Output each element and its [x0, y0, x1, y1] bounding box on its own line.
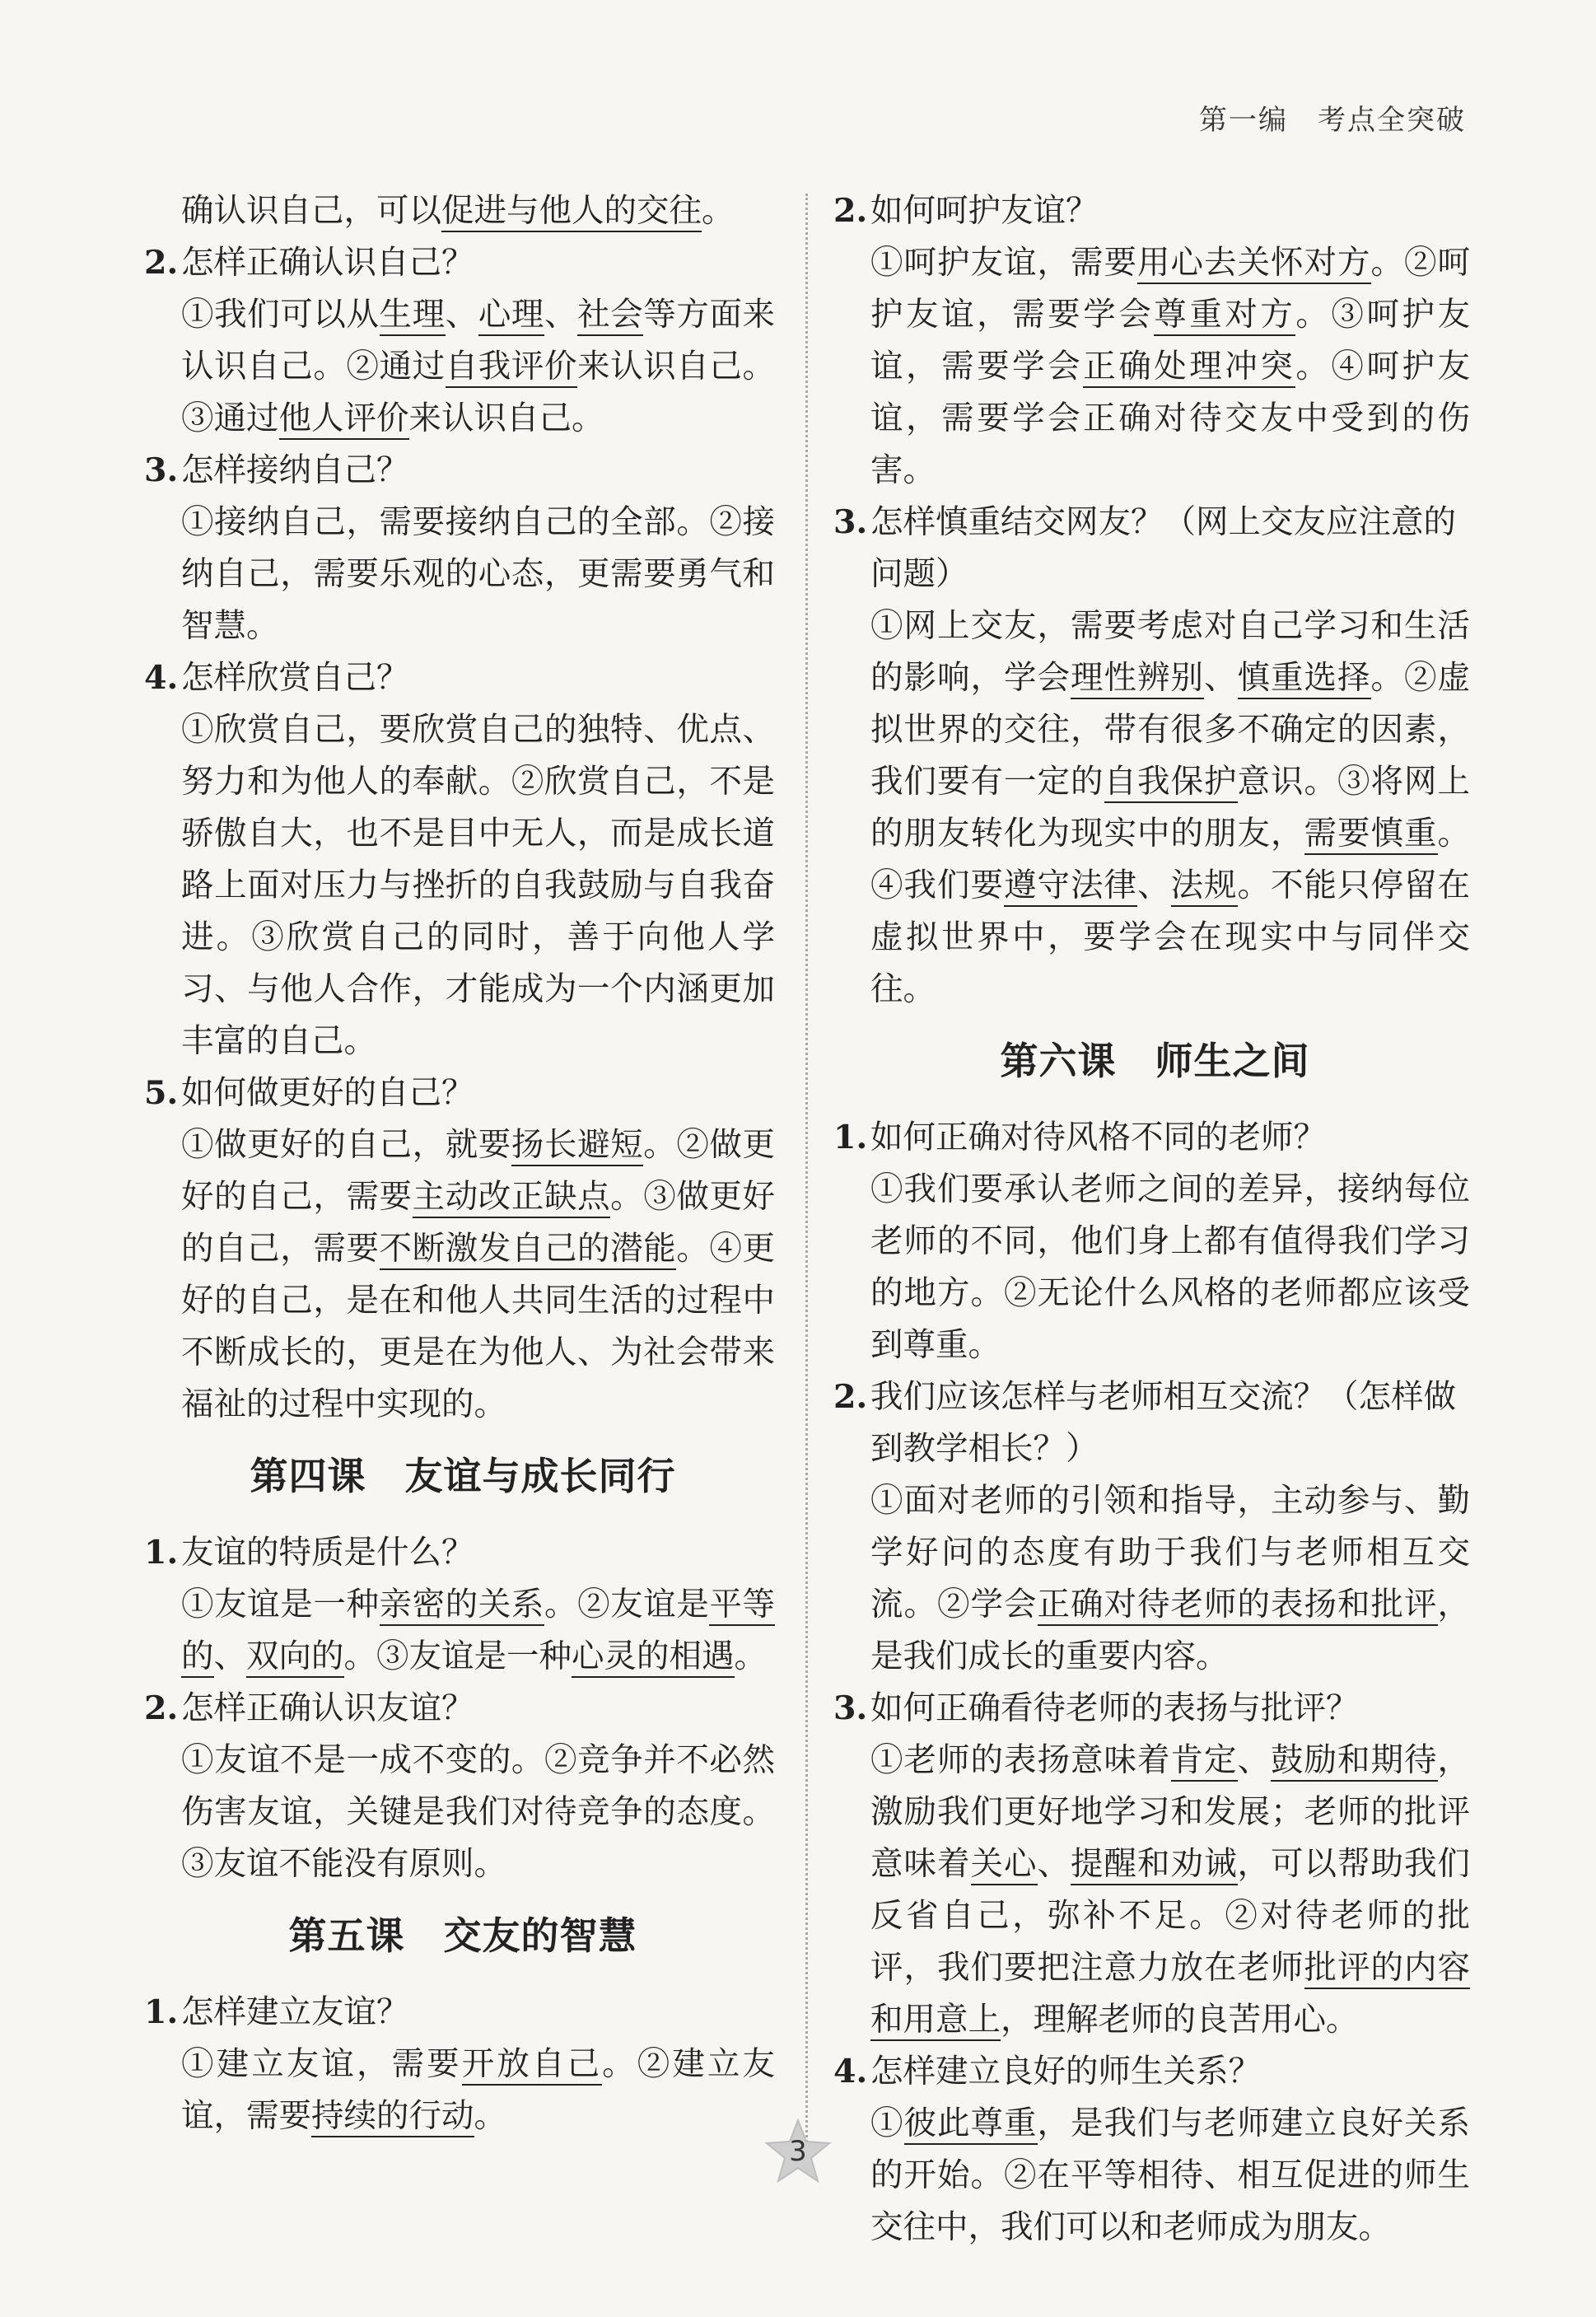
question-number: 2.	[144, 244, 179, 282]
answer-text: ①	[870, 2104, 904, 2142]
answer-text: ①呵护友谊，需要	[870, 244, 1137, 282]
question-title: 怎样欣赏自己？	[181, 659, 409, 697]
answer-text: 来认识自己。	[408, 399, 604, 437]
question-number: 2.	[833, 1378, 868, 1416]
question-heading	[144, 237, 775, 289]
key-phrase: 正确处理冲突	[1083, 348, 1295, 388]
lesson-title: 第五课 交友的智慧	[288, 1913, 637, 1958]
key-phrase: 法规	[1171, 867, 1238, 907]
question-number: 3.	[833, 1689, 868, 1727]
answer-text: ，是我们成长的重要内容。	[870, 1586, 1470, 1675]
key-phrase: 自我评价	[446, 348, 577, 388]
question-heading	[144, 445, 775, 497]
answer-text: 。	[702, 192, 735, 230]
question-heading	[144, 1987, 775, 2039]
answer-text: 、	[1137, 867, 1171, 904]
lesson-title: 第四课 友谊与成长同行	[250, 1454, 676, 1498]
question-heading	[833, 497, 1470, 600]
key-phrase: 他人评价	[279, 399, 409, 440]
question-title: 我们应该怎样与老师相互交流？（怎样做到教学相长？）	[870, 1378, 1456, 1468]
question-number: 2.	[833, 192, 868, 230]
running-header: 第一编 考点全突破	[1199, 104, 1466, 137]
answer-text: 。③呵护友谊，需要学会	[870, 296, 1470, 385]
question-number: 3.	[144, 451, 179, 489]
key-phrase: 扬长避短	[511, 1126, 643, 1166]
question-number: 1.	[833, 1119, 868, 1156]
answer-text: 。②呵护友谊，需要学会	[870, 244, 1470, 334]
question-heading	[833, 1371, 1470, 1475]
answer-text: 来认识自己。③通过	[181, 348, 776, 437]
answer-text: 、	[544, 296, 578, 334]
answer-text: 、	[1204, 659, 1238, 697]
question-heading	[144, 1683, 775, 1735]
question-heading	[833, 1112, 1470, 1164]
key-phrase: 慎重选择	[1238, 659, 1371, 699]
key-phrase: 尊重对方	[1154, 296, 1295, 336]
lesson-title: 第六课 师生之间	[1000, 1039, 1310, 1083]
continued-answer	[151, 185, 775, 237]
answer-paragraph	[840, 1735, 1470, 2046]
key-phrase: 生理	[380, 296, 446, 336]
column-divider	[805, 194, 808, 2162]
answer-text: 。②虚拟世界的交往，带有很多不确定的因素，我们要有一定的	[870, 659, 1470, 801]
question-title: 怎样建立良好的师生关系？	[870, 2053, 1261, 2090]
answer-text: ，可以帮助我们反省自己，弥补不足。②对待老师的批评，我们要把注意力放在老师	[870, 1845, 1470, 1987]
question-number: 4.	[833, 2053, 868, 2090]
right-column	[833, 185, 1470, 2254]
answer-text: ，激励我们更好地学习和发展；老师的批评意味着	[870, 1741, 1470, 1883]
question-title: 如何正确看待老师的表扬与批评？	[870, 1689, 1359, 1727]
page-number-badge	[764, 2118, 832, 2184]
question-number: 2.	[144, 1689, 179, 1727]
key-phrase: 理性辨别	[1071, 659, 1204, 699]
key-phrase: 鼓励和期待	[1271, 1741, 1438, 1782]
key-phrase: 遵守法律	[1004, 867, 1137, 907]
key-phrase: 肯定	[1171, 1741, 1238, 1782]
question-number: 1.	[144, 1993, 179, 2031]
answer-paragraph	[151, 1119, 775, 1431]
key-phrase: 自我保护	[1104, 763, 1238, 803]
question-title: 怎样慎重结交网友？（网上交友应注意的问题）	[870, 503, 1456, 593]
question-title: 如何呵护友谊？	[870, 192, 1099, 230]
answer-paragraph	[840, 2098, 1470, 2254]
question-number: 1.	[144, 1534, 179, 1572]
key-phrase: 双向的	[246, 1637, 344, 1678]
answer-paragraph	[840, 1475, 1470, 1683]
answer-text: 、	[1037, 1845, 1071, 1883]
page-number: 3	[789, 2135, 807, 2168]
answer-paragraph: ①欣赏自己，要欣赏自己的独特、优点、努力和为他人的奉献。②欣赏自己，不是骄傲自大，也不是目中无人，而是成长道路上面对压力与挫折的自我鼓励与自我奋进。③欣赏自己的同时，善于向他人学习、与他人合作，才能成为一个内涵更加丰富的自己。	[181, 711, 775, 1060]
answer-text: 。②做更好的自己，需要	[181, 1126, 776, 1216]
key-phrase: 需要慎重	[1304, 815, 1438, 855]
answer-paragraph	[840, 600, 1470, 1016]
answer-text: 、	[445, 296, 478, 334]
answer-paragraph: ①接纳自己，需要接纳自己的全部。②接纳自己，需要乐观的心态，更需要勇气和智慧。	[181, 503, 775, 645]
key-phrase: 批评的内容和用意上	[870, 1949, 1470, 2041]
answer-text: ①我们可以从	[181, 296, 380, 334]
answer-paragraph: ①我们要承认老师之间的差异，接纳每位老师的不同，他们身上都有值得我们学习的地方。②无论什么风格的老师都应该受到尊重。	[870, 1170, 1470, 1364]
answer-text: ①做更好的自己，就要	[181, 1126, 511, 1164]
key-phrase: 促进与他人的交往	[441, 192, 702, 232]
question-title: 友谊的特质是什么？	[181, 1534, 474, 1572]
answer-paragraph	[840, 237, 1470, 497]
question-heading	[833, 185, 1470, 237]
answer-text: ，是我们与老师建立良好关系的开始。②在平等相待、相互促进的师生交往中，我们可以和老师成为朋友。	[870, 2104, 1470, 2246]
answer-text: 。②建立友谊，需要	[181, 2045, 775, 2135]
answer-text: 。③友谊是一种	[343, 1637, 572, 1675]
key-phrase: 不断激发自己的潜能	[380, 1230, 677, 1270]
question-title: 如何正确对待风格不同的老师？	[870, 1119, 1326, 1156]
left-column	[144, 185, 776, 2142]
key-phrase: 平等的	[181, 1586, 775, 1678]
key-phrase: 关心	[971, 1845, 1038, 1885]
question-title: 怎样正确认识友谊？	[181, 1689, 474, 1727]
key-phrase: 提醒和劝诫	[1071, 1845, 1238, 1885]
answer-text: 、	[213, 1637, 246, 1675]
answer-text: ①友谊是一种	[181, 1586, 380, 1623]
key-phrase: 心灵的相遇	[572, 1637, 735, 1678]
key-phrase: 开放自己	[462, 2045, 602, 2086]
answer-text: 。	[474, 2097, 506, 2135]
key-phrase: 主动改正缺点	[413, 1178, 611, 1218]
answer-text: 。④我们要	[870, 815, 1470, 904]
answer-text: ①建立友谊，需要	[181, 2045, 462, 2083]
key-phrase: 持续的行动	[311, 2097, 474, 2137]
key-phrase: 社会	[577, 296, 643, 336]
question-heading	[144, 1067, 775, 1119]
answer-paragraph	[151, 289, 775, 445]
question-heading	[833, 1683, 1470, 1735]
answer-text: ①老师的表扬意味着	[870, 1741, 1171, 1779]
question-title: 如何做更好的自己？	[181, 1074, 474, 1112]
answer-text: 。	[734, 1637, 767, 1675]
answer-text: ①网上交友，需要考虑对自己学习和生活的影响，学会	[870, 607, 1470, 697]
question-number: 5.	[144, 1074, 179, 1112]
answer-paragraph: ①友谊不是一成不变的。②竞争并不必然伤害友谊，关键是我们对待竞争的态度。③友谊不能没有原则。	[181, 1741, 775, 1883]
answer-text: 、	[1237, 1741, 1271, 1779]
question-heading	[833, 2046, 1470, 2098]
question-title: 怎样建立友谊？	[181, 1993, 409, 2031]
question-number: 3.	[833, 503, 868, 541]
key-phrase: 亲密的关系	[380, 1586, 544, 1626]
key-phrase: 彼此尊重	[904, 2104, 1038, 2145]
answer-paragraph	[151, 2039, 775, 2142]
question-title: 怎样正确认识自己？	[181, 244, 474, 282]
answer-text: 。③做更好的自己，需要	[181, 1178, 776, 1268]
answer-text: 意识。③将网上的朋友转化为现实中的朋友，	[870, 763, 1470, 853]
answer-text: 。④更好的自己，是在和他人共同生活的过程中不断成长的，更是在为他人、为社会带来福祉的过程中实现的。	[181, 1230, 776, 1423]
answer-paragraph	[151, 1579, 775, 1683]
question-heading	[144, 1527, 775, 1579]
key-phrase: 心理	[478, 296, 544, 336]
key-phrase: 正确对待老师的表扬和批评	[1038, 1586, 1438, 1626]
question-title: 怎样接纳自己？	[181, 451, 409, 489]
question-number: 4.	[144, 659, 179, 697]
answer-text: 。④呵护友谊，需要学会正确对待交友中受到的伤害。	[870, 348, 1470, 489]
key-phrase: 用心去关怀对方	[1137, 244, 1371, 284]
answer-text: 。不能只停留在虚拟世界中，要学会在现实中与同伴交往。	[870, 867, 1470, 1008]
answer-text: ①面对老师的引领和指导，主动参与、勤学好问的态度有助于我们与老师相互交流。②学会	[870, 1482, 1470, 1623]
answer-text: 等方面来认识自己。②通过	[181, 296, 776, 385]
answer-text: ，理解老师的良苦用心。	[1001, 2001, 1359, 2039]
answer-text: 确认识自己，可以	[181, 192, 441, 230]
answer-text: 。②友谊是	[544, 1586, 710, 1623]
question-heading	[144, 652, 775, 704]
